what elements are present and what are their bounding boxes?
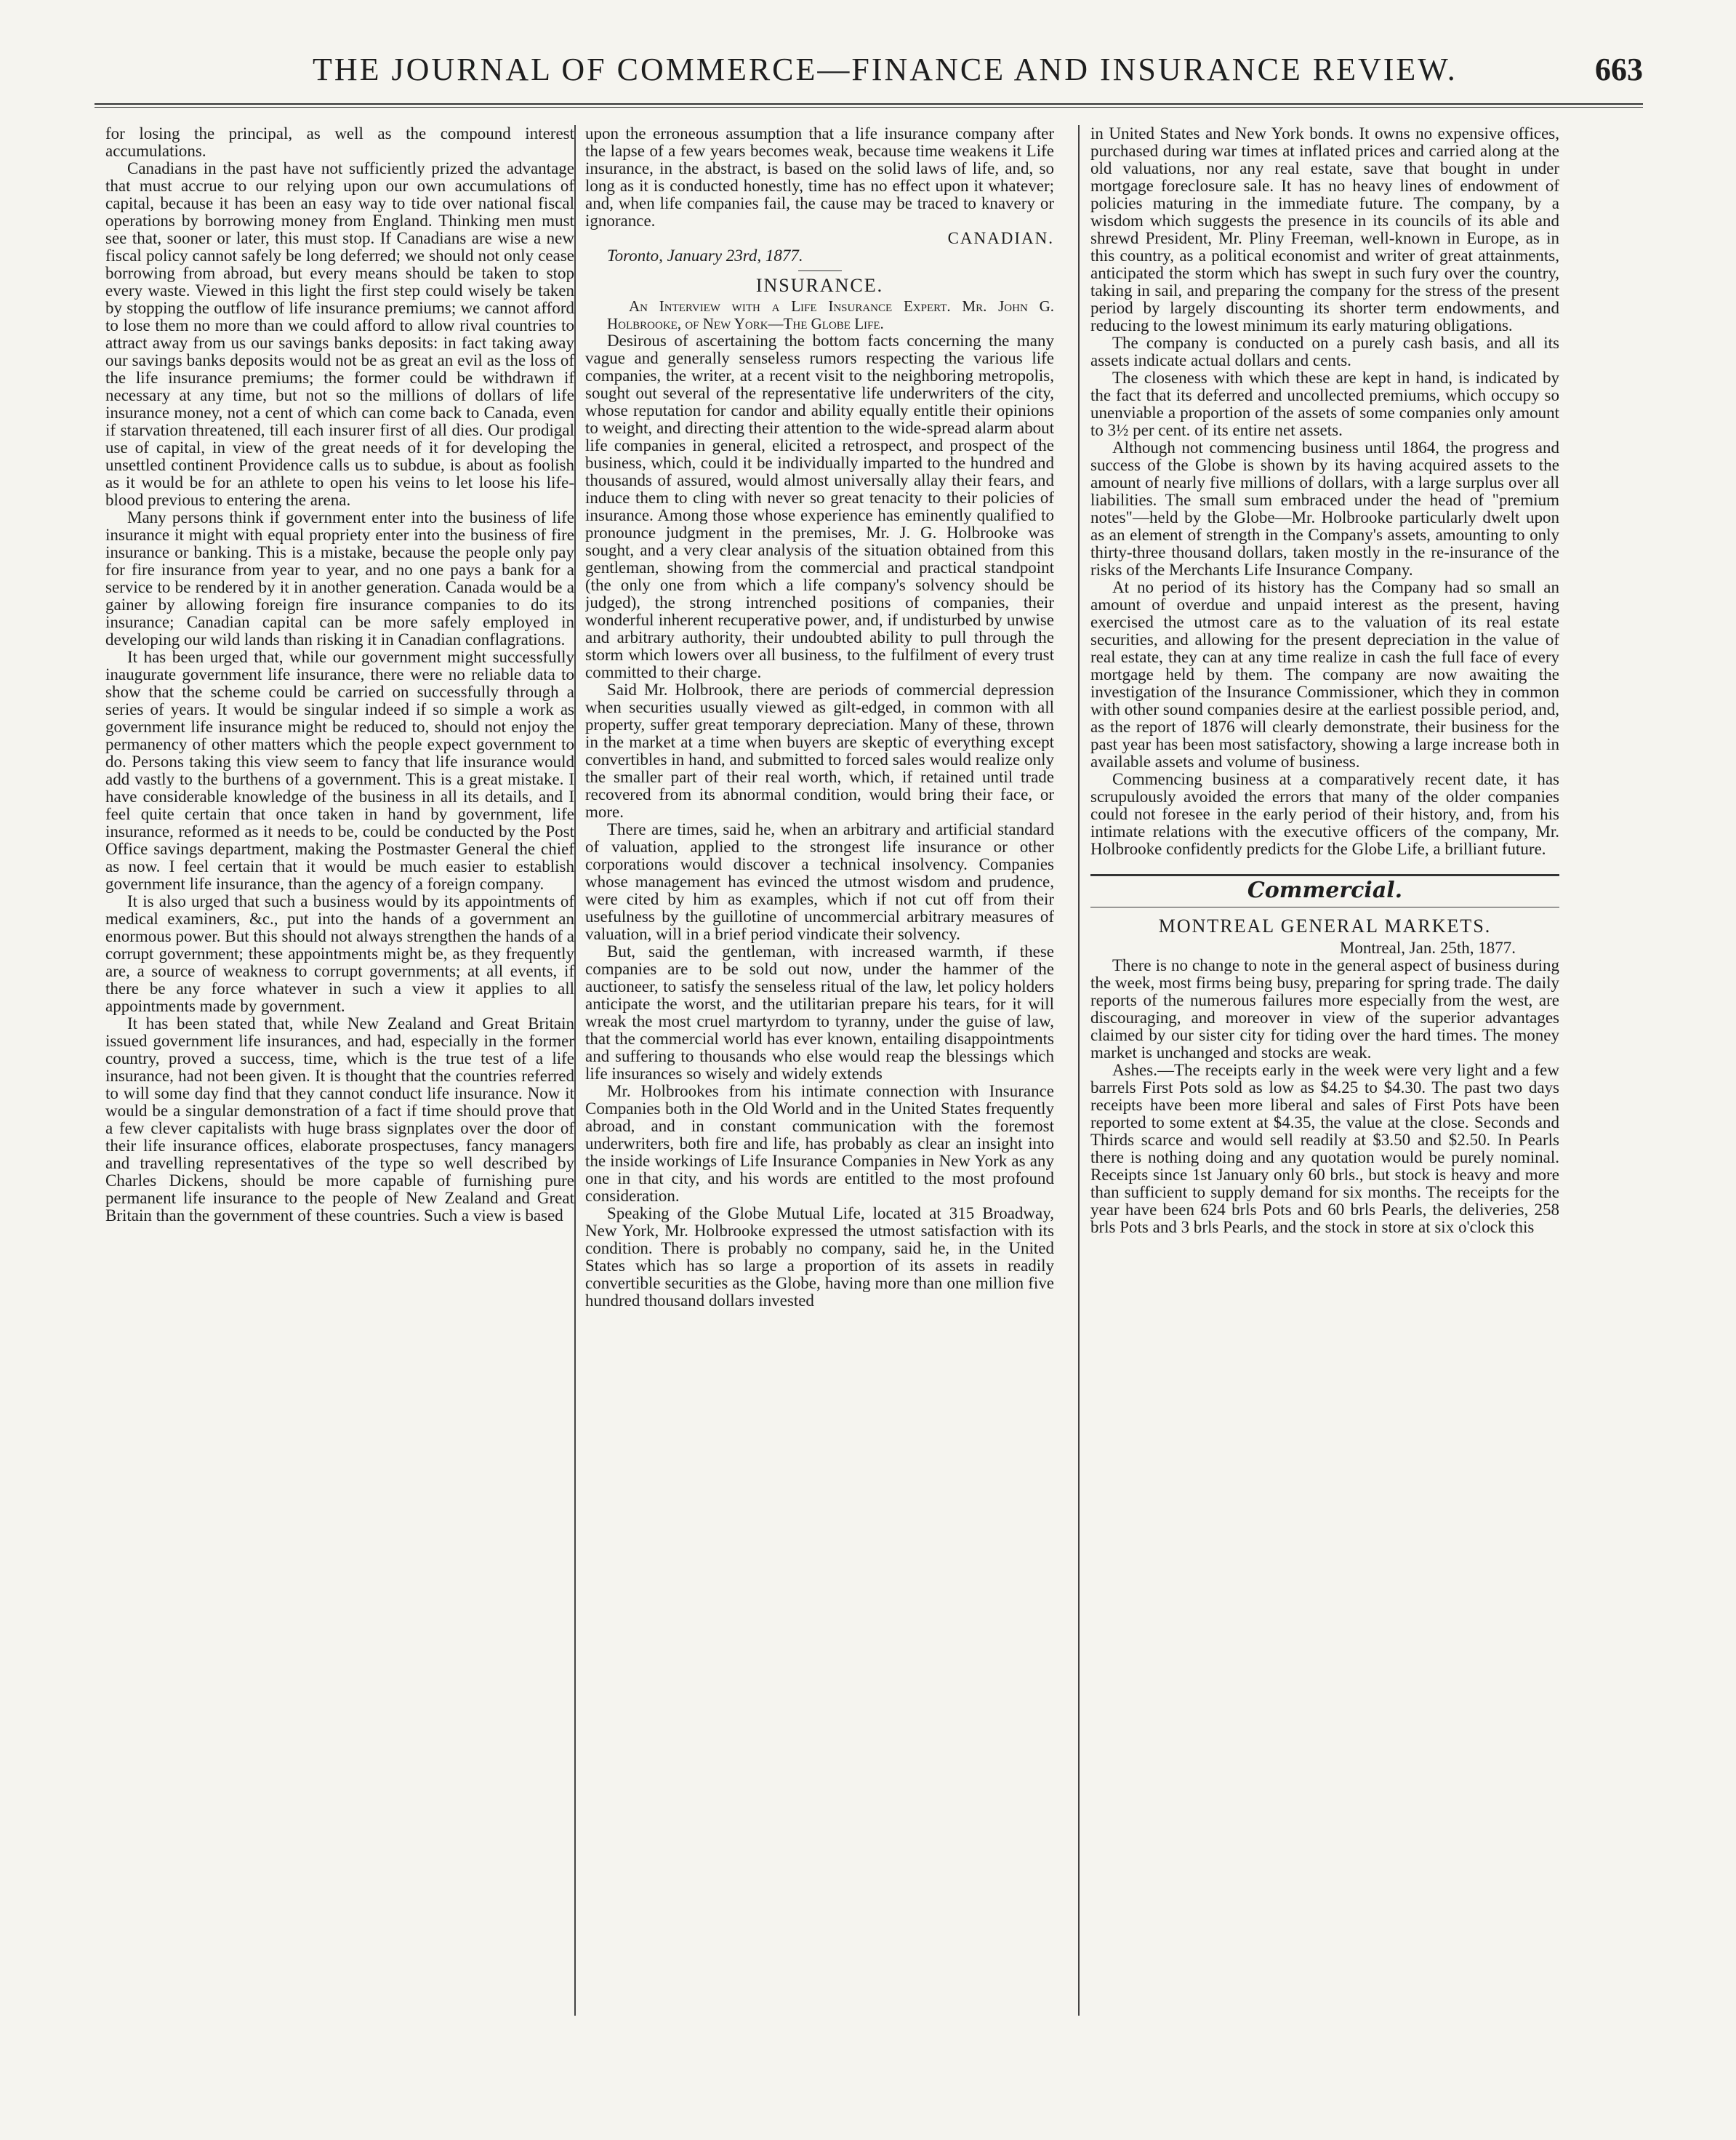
paragraph: Mr. Holbrookes from his intimate connection with Insurance Companies both in the Old World and in the United States frequently abroad, and in constant communication with the foremost underwriters, both fire and life, has probably as clear an insight into the inside workings of Life Insurance Companies in New York as any one in that city, and his words are entitled to the most profound consideration. [585,1082,1054,1205]
signature: CANADIAN. [947,229,1054,247]
page-header [95,45,1643,103]
paragraph: There is no change to note in the general aspect of business during the week, most firms being busy, preparing for spring trade. The daily reports of the numerous failures more especially from the west, are discouraging, and moreover in view of the superior advantages claimed by our sister city for tiding over the hard times. The money market is unchanged and stocks are weak. [1090,956,1559,1062]
paragraph: Although not commencing business until 1864, the progress and success of the Globe is shown by its having acquired assets to the amount of nearly five millions of dollars, with a large surplus over all liabilities. The small sum embraced under the head of "premium notes"—held by the Globe—Mr. Holbrooke particularly dwelt upon as an element of strength in the Company's assets, amounting to only thirty-three thousand dollars, taken mostly in the re-insurance of the risks of the Merchants Life Insurance Company. [1090,438,1559,579]
market-report-date: Montreal, Jan. 25th, 1877. [1339,939,1516,957]
column-1 [105,125,574,2117]
page-number: 663 [1595,52,1643,87]
paragraph: for losing the principal, as well as the compound interest accumulations. [105,125,574,160]
paragraph: Commencing business at a comparatively recent date, it has scrupulously avoided the errors that many of the older companies could not foresee in the early period of their history, and, from his intimate relations with the executive officers of the company, Mr. Holbrooke confidently predicts for the Globe Life, a brilliant future. [1090,770,1559,858]
dateline: Toronto, January 23rd, 1877. [607,247,803,265]
paragraph: in United States and New York bonds. It owns no expensive offices, purchased during war times at inflated prices and carried along at the old valuations, nor any real estate, save that bought in under mortgage foreclosure sale. It has no heavy lines of endowment of policies maturing in the immediate future. The company, by a wisdom which suggests the presence in its councils of its able and shrewd President, Mr. Pliny Freeman, well-known in Europe, as in this country, as a political economist and writer of great attainments, anticipated the storm which has swept in such fury over the country, taking in sail, and preparing the company for the stress of the present period by largely discounting its shorter term endowments, and reducing to the lowest minimum its early maturing obligations. [1090,125,1559,334]
column-3 [1090,125,1559,2117]
paragraph: The company is conducted on a purely cash basis, and all its assets indicate actual dollars and cents. [1090,334,1559,369]
article-subhead: An Interview with a Life Insurance Expert. Mr. John G. Holbrooke, of New York—The Globe Life. [607,297,1054,332]
column-divider [1078,125,1080,2016]
paragraph: Many persons think if government enter into the business of life insurance it might with equal propriety enter into the business of fire insurance or banking. This is a mistake, because the people only pay for fire insurance from year to year, and no one pays a bank for a service to be rendered by it in another generation. Canada would be a gainer by allowing foreign fire insurance companies to do its insurance; Canadian capital can be more safely employed in developing our wild lands than risking it in Canadian conflagrations. [105,508,574,649]
paragraph: Ashes.—The receipts early in the week were very light and a few barrels First Pots sold as low as $4.25 to $4.30. The past two days receipts have been more liberal and sales of First Pots have been reported to some extent at $4.35, the value at the close. Seconds and Thirds scarce and would sell readily at $3.50 and $2.50. In Pearls there is nothing doing and any quotation would be purely nominal. Receipts since 1st January only 60 brls., but stock is heavy and more than sufficient to supply demand for six months. The receipts for the year have been 624 brls Pots and 60 brls Pearls, the deliveries, 258 brls Pots and 3 brls Pearls, and the stock in store at six o'clock this [1090,1061,1559,1236]
paragraph: Speaking of the Globe Mutual Life, located at 315 Broadway, New York, Mr. Holbrooke expressed the utmost satisfaction with its condition. There is probably no company, said he, in the United States which has so large a proportion of its assets in readily convertible securities as the Globe, having more than one million five hundred thousand dollars invested [585,1204,1054,1310]
column-divider [574,125,576,2016]
paragraph: It is also urged that such a business would by its appointments of medical examiners, &c., put into the hands of a government an enormous power. But this should not always strengthen the hands of a corrupt government; these appointments might be, as they frequently are, a source of weakness to corrupt governments; at all events, if there be any force whatever in such a view it applies to all appointments made by government. [105,892,574,1015]
column-2 [585,125,1054,2117]
paragraph: It has been urged that, while our government might successfully inaugurate government life insurance, there were no reliable data to show that the scheme could be carried on successfully through a series of years. It would be singular indeed if so simple a work as government life insurance might be reduced to, should not enjoy the permanency of other matters which the people expect government to do. Persons taking this view seem to fancy that life insurance would add vastly to the burthens of a government. This is a great mistake. I have considerable knowledge of the business in all its details, and I feel quite certain that once taken in hand by government, life insurance, reformed as it needs to be, could be conducted by the Post Office savings department, making the Postmaster General the chief as now. I feel certain that it would be much easier to establish government life insurance, than the agency of a foreign company. [105,648,574,893]
paragraph: Said Mr. Holbrook, there are periods of commercial depression when securities usually viewed as gilt-edged, in common with all property, suffer great temporary depreciation. Many of these, thrown in the market at a time when buyers are skeptic of everything except convertibles in hand, and submitted to forced sales would realize only the smaller part of their real worth, which, if retained until trade recovered from its abnormal condition, would bring their face, or more. [585,681,1054,821]
running-head: THE JOURNAL OF COMMERCE—FINANCE AND INSURANCE REVIEW. [313,52,1458,87]
market-report-title: MONTREAL GENERAL MARKETS. [1158,915,1492,937]
commercial-section-title: Commercial. [1090,874,1559,907]
paragraph: Desirous of ascertaining the bottom facts concerning the many vague and generally senseless rumors respecting the various life companies, the writer, at a recent visit to the neighboring metropolis, sought out several of the representative life underwriters of the city, whose reputation for candor and ability equally entitle their opinions to weight, and directing their attention to the wide-spread alarm about life companies in general, elicited a retrospect, and prospect of the business, which, could it be individually imparted to the hundred and thousands of assured, would almost universally allay their fears, and induce them to cling with never so great tenacity to their policies of insurance. Among those whose experience has eminently qualified to pronounce judgment in the premises, Mr. J. G. Holbrooke was sought, and a very clear analysis of the situation obtained from this gentleman, showing from the commercial and practical standpoint (the only one from which a life company's solvency should be judged), the strong intrenched positions of companies, their wonderful inherent recuperative power, and, if undisturbed by unwise and arbitrary authority, their undoubted ability to pull through the storm which lowers over all business, to the fulfilment of every trust committed to their charge. [585,332,1054,681]
paragraph: There are times, said he, when an arbitrary and artificial standard of valuation, applied to the strongest life insurance or other corporations would discover a technical insolvency. Companies whose management has evinced the utmost wisdom and prudence, were cited by him as examples, which if not cut off from their usefulness by the guillotine of uncommercial arbitrary measures of valuation, will in a brief period vindicate their solvency. [585,820,1054,943]
paragraph: But, said the gentleman, with increased warmth, if these companies are to be sold out now, under the hammer of the auctioneer, to satisfy the senseless ritual of the law, let policy holders anticipate the worst, and the utilitarian prepare his tears, for it will wreak the most cruel martyrdom to tyranny, under the guise of law, that the commercial world has ever known, entailing disappointments and suffering to thousands who else would reap the blessings which life insurances so wisely and widely extends [585,942,1054,1083]
paragraph: It has been stated that, while New Zealand and Great Britain issued government life insurances, and had, especially in the former country, proved a success, time, which is the true test of a life insurance, had not been given. It is thought that the countries referred to will some day find that they cannot conduct life insurance. Now it would be a singular demonstration of a fact if time should prove that a few clever capitalists with huge brass signplates over the door of their life insurance offices, elaborate prospectuses, fancy managers and travelling representatives of the type so well described by Charles Dickens, should be more capable of furnishing pure permanent life insurance to the people of New Zealand and Great Britain than the government of these countries. Such a view is based [105,1014,574,1225]
paragraph: At no period of its history has the Company had so small an amount of overdue and unpaid interest as the present, having exercised the utmost care as to the valuation of its real estate securities, and allowing for the present depreciation in the value of real estate, they can at any time realize in cash the full face of every mortgage held by them. The company are now awaiting the investigation of the Insurance Commissioner, which they in common with other sound companies desire at the earliest possible period, and, as the report of 1876 will clearly demonstrate, their business for the past year has been most satisfactory, showing a large increase both in available assets and volume of business. [1090,578,1559,771]
paragraph: upon the erroneous assumption that a life insurance company after the lapse of a few years becomes weak, because time weakens it Life insurance, in the abstract, is based on the solid laws of life, and, so long as it is conducted honestly, time has no effect upon it whatever; and, when life companies fail, the cause may be traced to knavery or ignorance. [585,125,1054,230]
paragraph: Canadians in the past have not sufficiently prized the advantage that must accrue to our relying upon our own accumulations of capital, because it has been an easy way to tide over national fiscal operations by borrowing money from England. Thinking men must see that, sooner or later, this must stop. If Canadians are wise a new fiscal policy cannot safely be long deferred; we should not only cease borrowing from abroad, but every means should be taken to stop every waste. Viewed in this light the first step could wisely be taken by stopping the outflow of life insurance premiums; we cannot afford to lose them no more than we could afford to allow rival countries to attract away from us our savings banks deposits: in fact taking away our savings banks deposits would not be as great an evil as the loss of the life insurance premiums; the former could be withdrawn if necessary at any time, but not so the millions of dollars of life insurance money, not a cent of which can come back to Canada, even if starvation threatened, till each insurer first of all dies. Our prodigal use of capital, in view of the great needs of it for developing the unsettled continent Providence calls us to subdue, is about as foolish as it would be for an athlete to open his veins to let loose his life-blood previous to entering the arena. [105,159,574,509]
section-title: INSURANCE. [755,275,884,296]
divider [798,270,842,271]
paragraph: The closeness with which these are kept in hand, is indicated by the fact that its deferred and uncollected premiums, which occupy so unenviable a proportion of the assets of some companies only amount to 3½ per cent. of its entire net assets. [1090,369,1559,439]
header-rule [95,103,1643,108]
